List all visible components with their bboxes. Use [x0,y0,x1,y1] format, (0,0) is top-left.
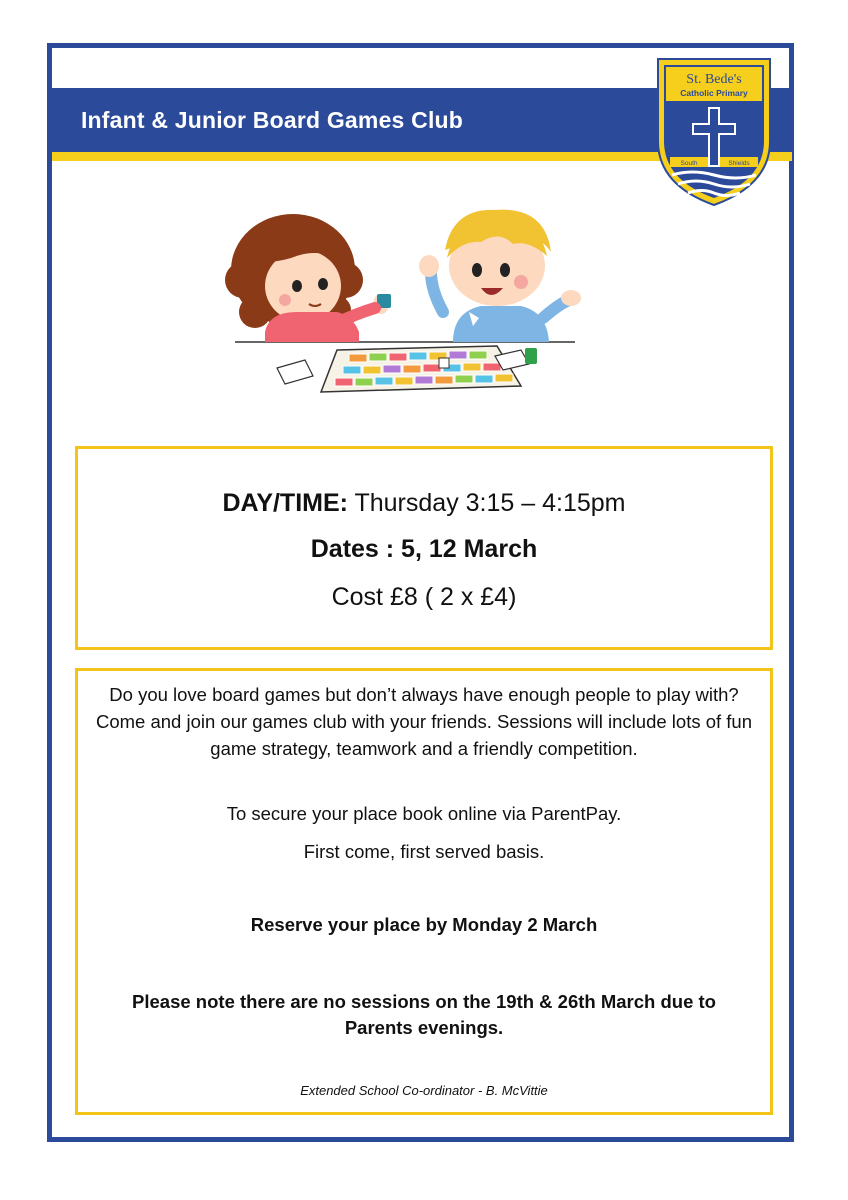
day-time-label: DAY/TIME: [222,489,348,517]
crest-shields: Shields [728,160,750,167]
booking-instruction: To secure your place book online via ParentPay. [226,803,622,824]
children-board-game-illustration [225,200,585,405]
session-info-box [75,446,773,650]
no-sessions-note: Please note there are no sessions on the 19th & 26th March due to Parents evenings. [132,991,716,1038]
crest-subtitle: Catholic Primary [680,88,748,98]
school-crest-logo [652,53,776,209]
day-time-line [78,489,770,518]
reserve-deadline: Reserve your place by Monday 2 March [250,914,598,935]
coordinator-signature: Extended School Co-ordinator - B. McVittie [300,1083,548,1098]
day-time-value: Thursday 3:15 – 4:15pm [347,489,626,517]
basis-note: First come, first served basis. [303,841,545,862]
crest-name: St. Bede's [686,72,742,87]
cost-line: Cost £8 ( 2 x £4) [331,583,517,611]
details-box [75,668,773,1115]
crest-south: South [680,160,698,167]
description-paragraph: Do you love board games but don’t always have enough people to play with? Come and join our games club with your friends. Sessions will include lots of fun game strategy, teamwork and a friendly competition. [95,684,753,759]
page-title: Infant & Junior Board Games Club [80,107,464,133]
dates-line: Dates : 5, 12 March [310,535,538,563]
